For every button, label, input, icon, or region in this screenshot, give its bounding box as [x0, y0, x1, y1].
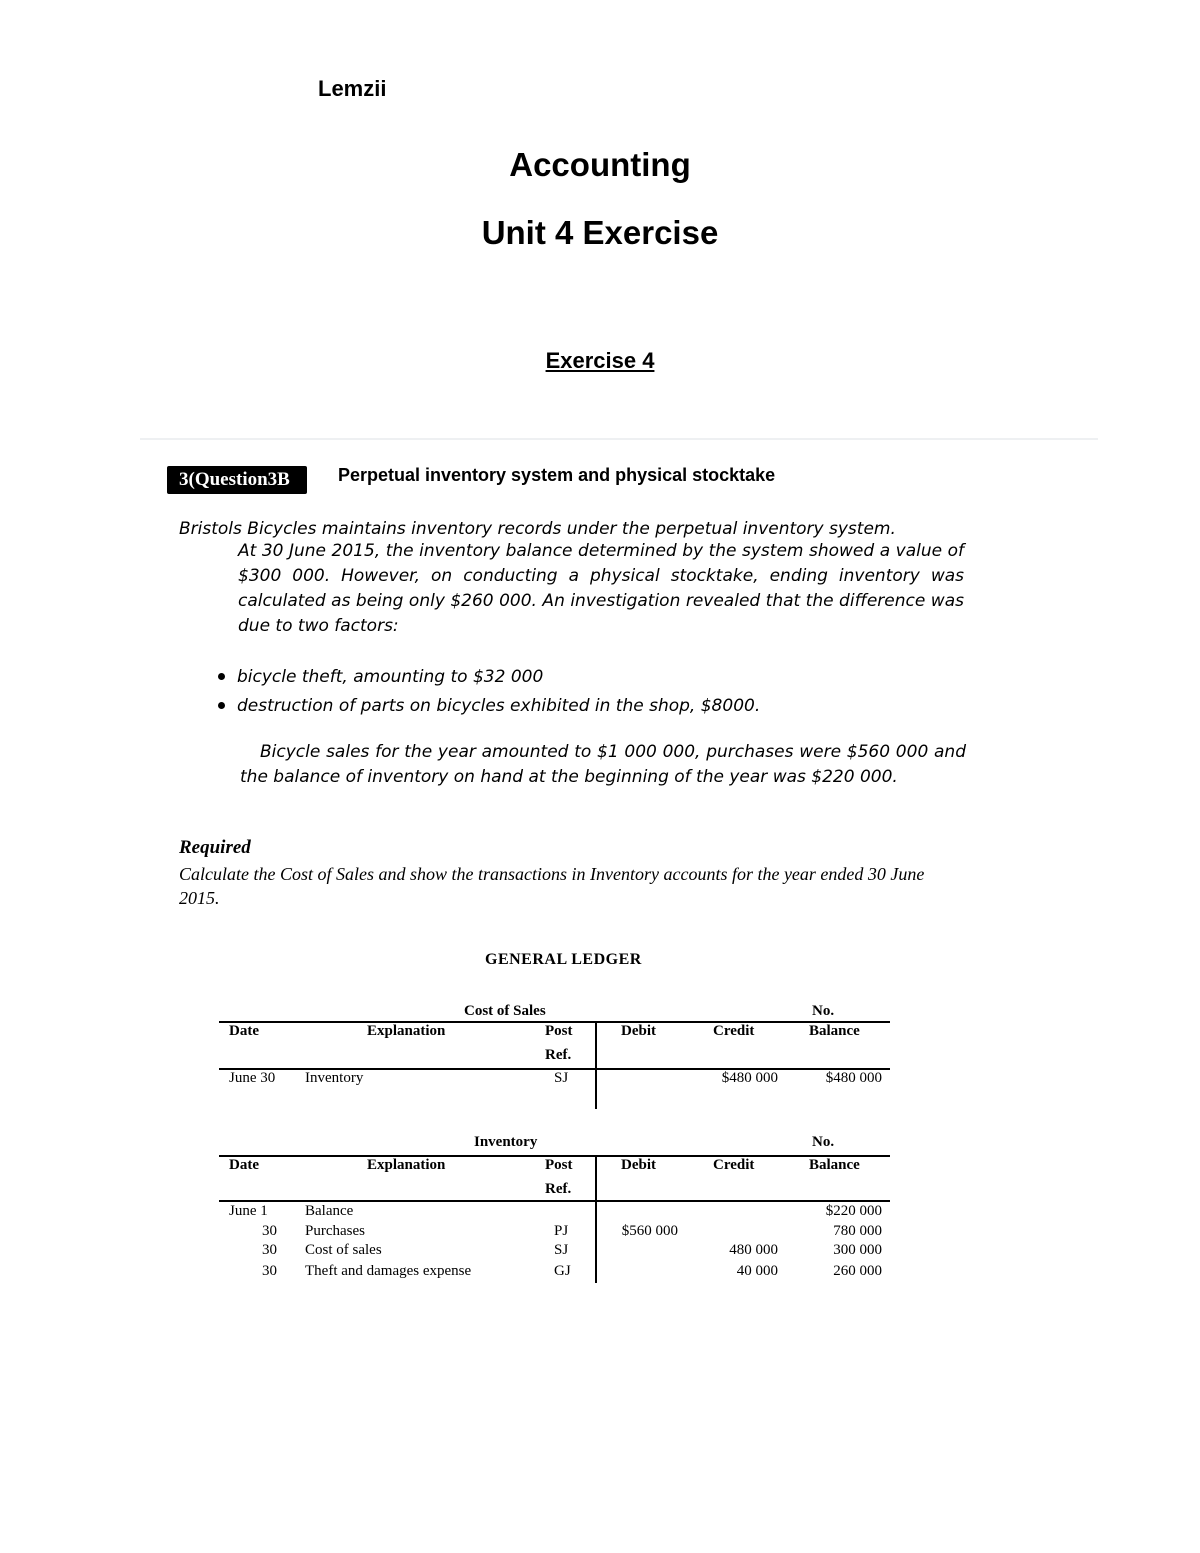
col-date: Date: [229, 1023, 259, 1039]
cell-explanation: Balance: [305, 1203, 354, 1219]
bullet-icon: [218, 673, 225, 680]
account-no-label: No.: [812, 1003, 835, 1019]
col-explanation: Explanation: [367, 1157, 446, 1173]
required-text: Calculate the Cost of Sales and show the transactions in Inventory accounts for the year ended 30 June 2015.: [179, 864, 925, 908]
col-ref: Ref.: [545, 1181, 572, 1197]
col-credit: Credit: [713, 1023, 755, 1039]
paragraph-intro: At 30 June 2015, the inventory balance determined by the system showed a value of $300 000. However, on conducting a physical stocktake, ending inventory was calculated as being only $260 000. An investigation revealed that the difference was due to two factors:: [238, 541, 964, 636]
header-bottom-rule: [219, 1200, 890, 1202]
column-divider: [595, 1155, 597, 1283]
col-ref: Ref.: [545, 1047, 572, 1063]
cell-debit: $560 000: [621, 1223, 678, 1239]
cell-balance: $480 000: [825, 1070, 882, 1086]
col-debit: Debit: [621, 1157, 656, 1173]
author-name: Lemzii: [318, 76, 387, 101]
cell-balance: $220 000: [825, 1203, 882, 1219]
col-balance: Balance: [809, 1157, 860, 1173]
col-explanation: Explanation: [367, 1023, 446, 1039]
question-title: Perpetual inventory system and physical stocktake: [338, 465, 776, 485]
cell-credit: 40 000: [736, 1263, 778, 1279]
cell-explanation: Theft and damages expense: [305, 1263, 472, 1279]
cell-ref: PJ: [554, 1223, 569, 1239]
cell-date: 30: [262, 1242, 277, 1258]
factor-list: [218, 662, 760, 720]
cell-date: June 30: [229, 1070, 276, 1086]
col-post: Post: [545, 1157, 573, 1173]
account-no-label: No.: [812, 1134, 835, 1150]
cell-explanation: Inventory: [305, 1070, 364, 1086]
list-item: bicycle theft, amounting to $32 000: [218, 662, 760, 691]
col-credit: Credit: [713, 1157, 755, 1173]
cell-date: 30: [262, 1263, 277, 1279]
list-item: destruction of parts on bicycles exhibited in the shop, $8000.: [218, 691, 760, 720]
cell-explanation: Purchases: [305, 1223, 365, 1239]
column-divider: [595, 1021, 597, 1109]
cell-credit: 480 000: [729, 1242, 778, 1258]
cell-balance: 300 000: [833, 1242, 882, 1258]
ledger-title: GENERAL LEDGER: [485, 951, 642, 968]
cell-ref: GJ: [554, 1263, 571, 1279]
cell-ref: SJ: [554, 1070, 569, 1086]
account-name: Cost of Sales: [464, 1003, 546, 1019]
divider: [140, 438, 1098, 440]
bullet-icon: [218, 702, 225, 709]
cell-balance: 260 000: [833, 1263, 882, 1279]
cell-date: June 1: [229, 1203, 268, 1219]
col-debit: Debit: [621, 1023, 656, 1039]
cell-ref: SJ: [554, 1242, 569, 1258]
cell-date: 30: [262, 1223, 277, 1239]
paragraph-sales: Bicycle sales for the year amounted to $1 000 000, purchases were $560 000 and the balance of inventory on hand at the beginning of the year was $220 000.: [240, 742, 966, 787]
col-post: Post: [545, 1023, 573, 1039]
required-label: Required: [179, 837, 251, 858]
cell-credit: $480 000: [721, 1070, 778, 1086]
account-name: Inventory: [474, 1134, 538, 1150]
doc-title: Accounting: [509, 146, 691, 183]
question-tag: 3(Question3B: [167, 466, 307, 494]
col-date: Date: [229, 1157, 259, 1173]
cell-explanation: Cost of sales: [305, 1242, 382, 1258]
paragraph-intro-first: Bristols Bicycles maintains inventory records under the perpetual inventory system.: [179, 519, 896, 539]
col-balance: Balance: [809, 1023, 860, 1039]
exercise-heading: Exercise 4: [545, 348, 655, 373]
cell-balance: 780 000: [833, 1223, 882, 1239]
doc-subtitle: Unit 4 Exercise: [481, 214, 719, 251]
